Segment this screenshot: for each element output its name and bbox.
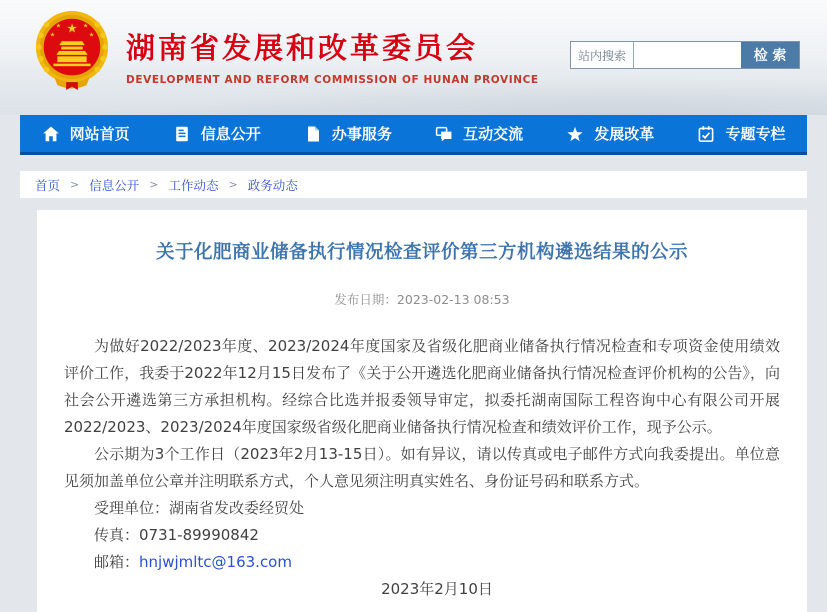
breadcrumb-separator: >: [228, 178, 238, 191]
email-label: 邮箱：: [94, 553, 140, 571]
article-title: 关于化肥商业储备执行情况检查评价第三方机构遴选结果的公示: [155, 242, 688, 263]
svg-text:★: ★: [88, 32, 95, 39]
svg-text:★: ★: [83, 23, 89, 30]
sign-date: 2023年2月10日: [381, 580, 493, 598]
document-lines-icon: [173, 125, 191, 143]
search-scope-label: 站内搜索: [571, 42, 634, 68]
star-icon: [566, 125, 584, 143]
paragraph: 公示期为3个工作日（2023年2月13-15日）。如有异议，请以传真或电子邮件方式向我委提出。单位意见须加盖单位公章并注明联系方式，个人意见须注明真实姓名、身份证号码和联系方式。: [64, 445, 780, 490]
site-subtitle: DEVELOPMENT AND REFORM COMMISSION OF HUNAN PROVINCE: [126, 74, 539, 86]
contact-unit: 受理单位：湖南省发改委经贸处: [94, 499, 305, 517]
nav-item-info[interactable]: [151, 115, 282, 152]
article-container: [37, 210, 807, 612]
site-header: [0, 0, 827, 115]
nav-item-label: 信息公开: [200, 125, 261, 143]
publish-date: 发布日期：2023-02-13 08:53: [334, 292, 510, 307]
svg-text:★: ★: [55, 23, 61, 30]
article-body: [64, 333, 780, 603]
nav-item-interaction[interactable]: [414, 115, 545, 152]
nav-item-label: 网站首页: [69, 125, 130, 143]
site-title: 湖南省发展和改革委员会: [126, 31, 479, 65]
chat-bubbles-icon: [435, 125, 453, 143]
page-icon: [304, 125, 322, 143]
nav-item-services[interactable]: [282, 115, 413, 152]
breadcrumb-gov-news[interactable]: 政务动态: [247, 177, 298, 193]
brand-text: [126, 6, 539, 86]
site-brand: [33, 6, 539, 94]
contact-fax: 传真：0731-89990842: [94, 526, 259, 544]
china-national-emblem-icon: [33, 6, 111, 94]
breadcrumb-separator: >: [149, 178, 159, 191]
contact-email-line: [64, 549, 780, 576]
main-nav: [20, 115, 807, 155]
home-icon: [42, 125, 60, 143]
breadcrumb-separator: >: [70, 178, 80, 191]
site-search: [570, 41, 800, 69]
breadcrumb: [20, 171, 807, 198]
nav-item-label: 办事服务: [331, 125, 392, 143]
svg-text:★: ★: [49, 32, 56, 39]
search-button[interactable]: 检 索: [741, 42, 799, 68]
breadcrumb-work-news[interactable]: 工作动态: [168, 177, 219, 193]
nav-item-special[interactable]: [676, 115, 807, 152]
nav-item-label: 专题专栏: [725, 125, 786, 143]
search-input[interactable]: [634, 42, 741, 68]
nav-item-label: 发展改革: [594, 125, 655, 143]
breadcrumb-home[interactable]: 首页: [35, 177, 61, 193]
email-link[interactable]: hnjwjmltc@163.com: [139, 553, 292, 571]
breadcrumb-info[interactable]: 信息公开: [89, 177, 140, 193]
svg-text:★: ★: [66, 20, 78, 36]
nav-item-home[interactable]: [20, 115, 151, 152]
nav-item-reform[interactable]: [545, 115, 676, 152]
paragraph: 为做好2022/2023年度、2023/2024年度国家及省级化肥商业储备执行情况检查和专项资金使用绩效评价工作，我委于2022年12月15日发布了《关于公开遴选化肥商业储备执行情况检查评价机构的公告》，向社会公开遴选第三方承担机构。经综合比选并报委领导审定，拟委托湖南国际工程咨询中心有限公司开展2022/2023、2023/2024年度国家级省级化肥商业储备执行情况检查和绩效评价工作，现予公示。: [64, 337, 780, 436]
calendar-check-icon: [697, 125, 715, 143]
nav-item-label: 互动交流: [463, 125, 524, 143]
